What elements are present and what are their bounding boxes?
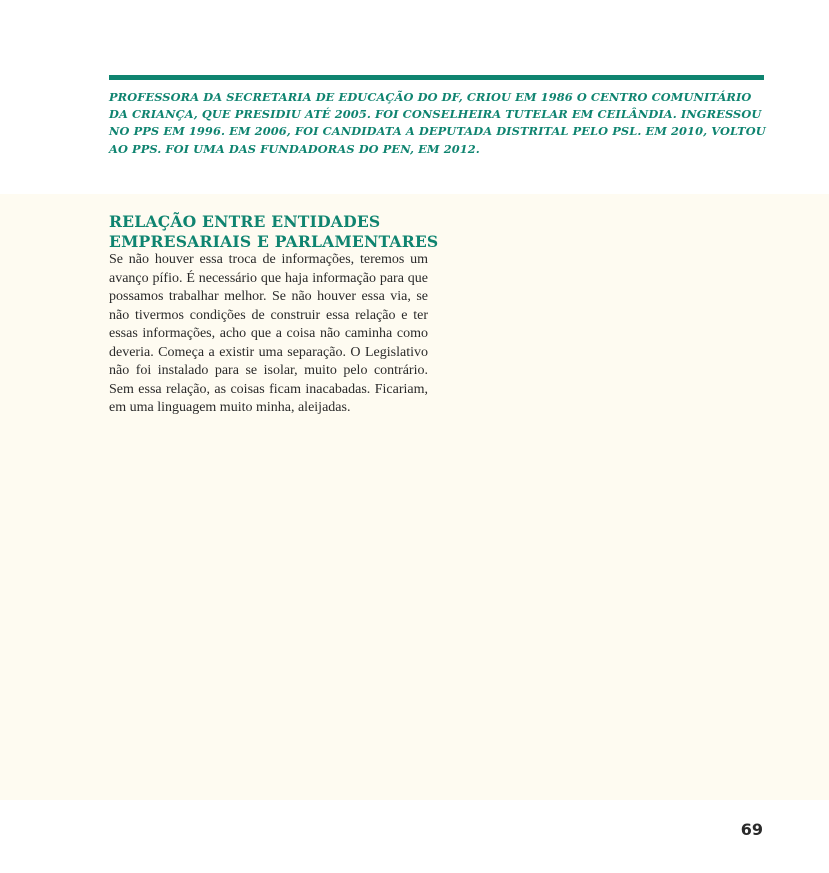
page-number: 69: [740, 820, 763, 839]
bio-paragraph: PROFESSORA DA SECRETARIA DE EDUCAÇÃO DO DF, CRIOU EM 1986 O CENTRO COMUNITÁRIO DA CRIANÇA, QUE PRESIDIU ATÉ 2005. FOI CONSELHEIRA TUTELAR EM CEILÂNDIA. INGRESSOU NO PPS EM 1996. EM 2006, FOI CANDIDATA A DEPUTADA DISTRITAL PELO PSL. EM 2010, VOLTOU AO PPS. FOI UMA DAS FUNDADORAS DO PEN, EM 2012.: [109, 90, 766, 156]
section-body: Se não houver essa troca de informações, teremos um avanço pífio. É necessário que haja informação para que possamos trabalhar melhor. Se não houver essa via, se não tivermos condições de construir essa relação e ter essas informações, acho que a coisa não caminha como deveria. Começa a existir uma separação. O Legislativo não foi instalado para se isolar, muito pelo contrário. Sem essa relação, as coisas ficam inacabadas. Ficariam, em uma linguagem muito minha, aleijadas.: [109, 252, 428, 415]
header-rule: [109, 75, 764, 80]
section-heading: RELAÇÃO ENTRE ENTIDADES EMPRESARIAIS E PARLAMENTARES: [109, 212, 439, 251]
